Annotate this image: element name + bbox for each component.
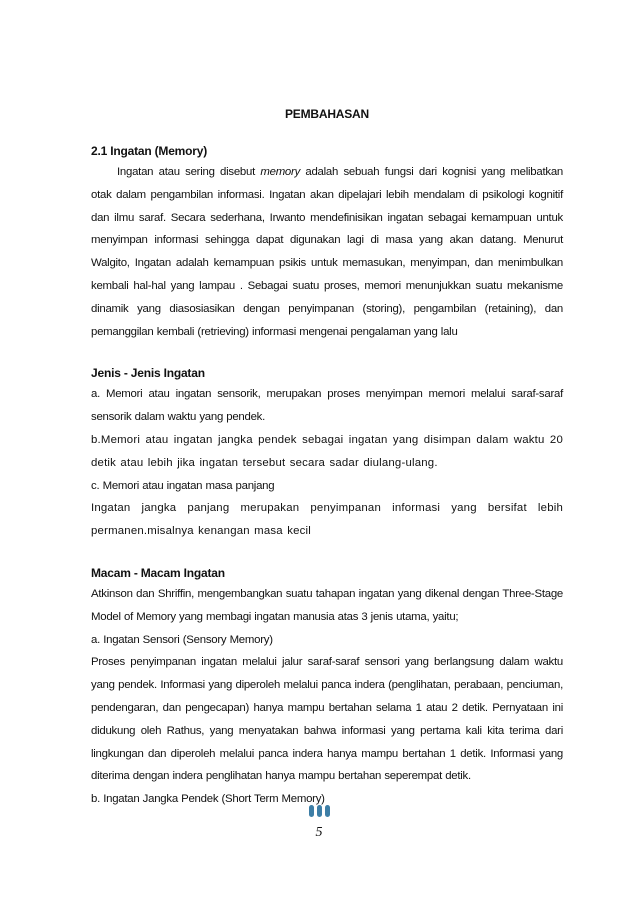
paragraph: Ingatan jangka panjang merupakan penyimpanan informasi yang bersifat lebih permanen.misalnya kenangan masa kecil bbox=[91, 502, 563, 538]
section-jenis-ingatan bbox=[91, 365, 563, 543]
page-title: PEMBAHASAN bbox=[284, 107, 369, 121]
paragraph: b.Memori atau ingatan jangka pendek sebagai ingatan yang disimpan dalam waktu 20 detik atau lebih jika ingatan tersebut secara sadar diulang-ulang. bbox=[91, 433, 563, 469]
section-heading: 2.1 Ingatan (Memory) bbox=[91, 144, 208, 158]
section-ingatan bbox=[91, 143, 563, 343]
page-number: 5 bbox=[315, 825, 323, 840]
paragraph: b. Ingatan Jangka Pendek (Short Term Memory) bbox=[91, 793, 325, 806]
ornament-dot bbox=[309, 805, 314, 817]
paragraph: a. Memori atau ingatan sensorik, merupakan proses menyimpan memori melalui saraf-saraf sensorik dalam waktu yang pendek. bbox=[91, 388, 563, 424]
paragraph: a. Ingatan Sensori (Sensory Memory) bbox=[91, 633, 273, 646]
paragraph: Atkinson dan Shriffin, mengembangkan suatu tahapan ingatan yang dikenal dengan Three-Stage Model of Memory yang membagi ingatan manusia atas 3 jenis utama, yaitu; bbox=[91, 587, 563, 623]
paragraph: Ingatan atau sering disebut memory adalah sebuah fungsi dari kognisi yang melibatkan otak dalam pengambilan informasi. Ingatan akan dipelajari lebih mendalam di psikologi kognitif dan ilmu saraf. Secara sederhana, Irwanto mendefinisikan ingatan sebagai kemampuan untuk menyimpan informasi sehingga dapat digunakan lagi di masa yang akan datang. Menurut Walgito, Ingatan adalah kemampuan psikis untuk memasukan, menyimpan, dan menimbulkan kembali hal-hal yang lampau . Sebagai suatu proses, memori menunjukkan suatu mekanisme dinamik yang diasosiasikan dengan penyimpanan (storing), pengambilan (retaining), dan pemanggilan kembali (retrieving) informasi mengenai pengalaman yang lalu bbox=[91, 166, 563, 338]
page-footer bbox=[0, 803, 638, 841]
section-heading: Jenis - Jenis Ingatan bbox=[91, 366, 205, 381]
paragraph: c. Memori atau ingatan masa panjang bbox=[91, 479, 275, 492]
ornament-dot bbox=[325, 805, 330, 817]
document-page bbox=[91, 106, 563, 811]
section-macam-ingatan bbox=[91, 565, 563, 811]
ornament-dot bbox=[317, 805, 322, 817]
section-heading: Macam - Macam Ingatan bbox=[91, 565, 225, 580]
paragraph: Proses penyimpanan ingatan melalui jalur saraf-saraf sensori yang berlangsung dalam waktu yang pendek. Informasi yang diperoleh melalui panca indera (penglihatan, perabaan, penciuman, pendengaran, dan pengecapan) hanya mampu bertahan selama 1 atau 2 detik. Pernyataan ini didukung oleh Rathus, yang menyatakan bahwa informasi yang pertama kali kita terima dari lingkungan dan diperoleh melalui panca indera hanya mampu bertahan 1 detik. Informasi yang diterima dengan indera penglihatan hanya mampu bertahan seperempat detik. bbox=[91, 656, 563, 783]
footer-ornament-icon bbox=[0, 803, 638, 819]
